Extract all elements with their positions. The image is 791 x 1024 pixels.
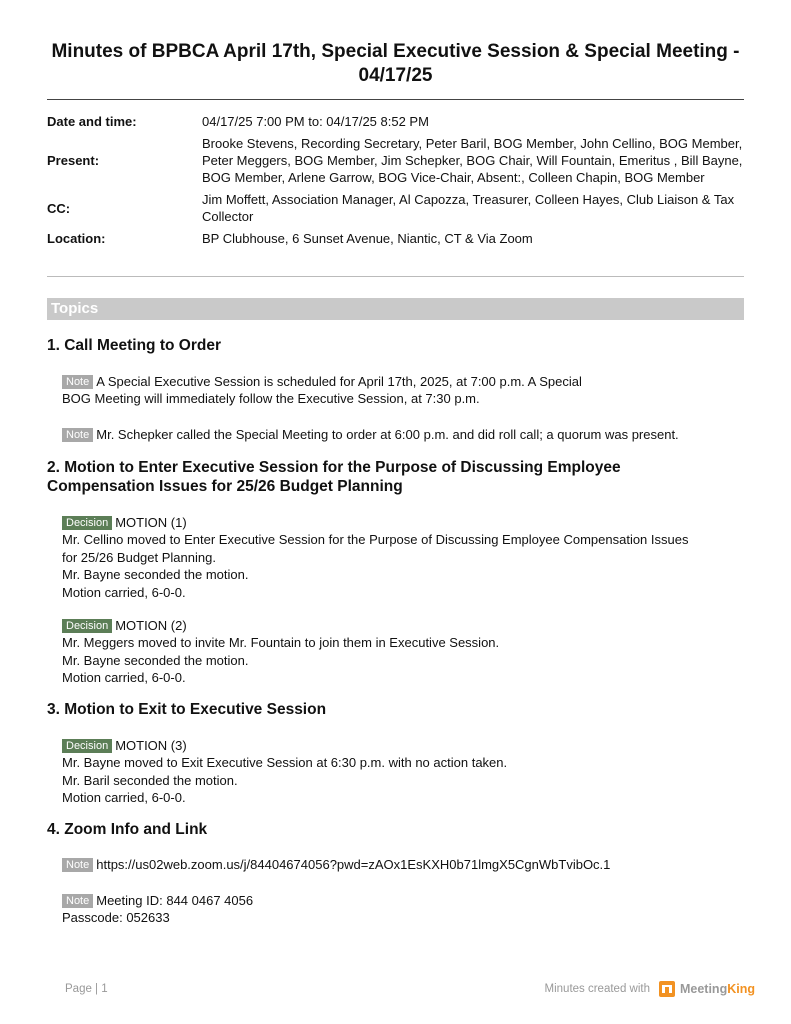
motion-text: Mr. Baril seconded the motion.: [62, 772, 238, 788]
motion-text: Mr. Bayne moved to Exit Executive Session at 6:30 p.m. with no action taken.: [62, 755, 508, 771]
motion-text: Mr. Bayne seconded the motion.: [62, 652, 249, 668]
motion-title: MOTION (1): [115, 515, 187, 530]
meeting-info: [47, 113, 744, 252]
meetingking-logo-icon: [659, 981, 675, 997]
motion-text: Motion carried, 6-0-0.: [62, 790, 186, 806]
note-tag: Note: [62, 858, 93, 872]
motion-text: Mr. Bayne seconded the motion.: [62, 567, 249, 583]
info-value: Jim Moffett, Association Manager, Al Capozza, Treasurer, Colleen Hayes, Club Liaison & Tax Collector: [202, 192, 735, 224]
brand-name-part-1: Meeting: [679, 982, 728, 996]
document-title-line-2: 04/17/25: [358, 65, 433, 86]
decision-item: [62, 737, 747, 807]
decision-tag: Decision: [62, 619, 112, 633]
title-divider: [47, 99, 744, 100]
motion-text: Motion carried, 6-0-0.: [62, 670, 186, 686]
info-label: Date and time:: [47, 114, 137, 129]
note-text: BOG Meeting will immediately follow the Executive Session, at 7:30 p.m.: [62, 391, 480, 407]
topics-header: Topics: [47, 298, 744, 320]
info-value: Brooke Stevens, Recording Secretary, Peter Baril, BOG Member, John Cellino, BOG Member, Peter Meggers, BOG Member, Jim Schepker, BOG Chair, Will Fountain, Emeritus , Bill Bayne, BOG Member, Arlene Garrow, BOG Vice-Chair, Absent:, Colleen Chapin, BOG Member: [202, 136, 743, 185]
motion-title: MOTION (2): [115, 618, 187, 633]
document-title: [40, 40, 751, 88]
decision-item: [62, 514, 747, 601]
section-heading: 4. Zoom Info and Link: [47, 821, 208, 838]
note-item: [62, 373, 747, 408]
meeting-id: Meeting ID: 844 0467 4056: [96, 893, 254, 908]
decision-tag: Decision: [62, 739, 112, 753]
info-label: Location:: [47, 231, 106, 246]
document-title-line-1: Minutes of BPBCA April 17th, Special Executive Session & Special Meeting -: [51, 41, 740, 62]
section-heading: 1. Call Meeting to Order: [47, 337, 221, 354]
info-label: CC:: [47, 200, 71, 216]
passcode: Passcode: 052633: [62, 910, 170, 926]
motion-text: for 25/26 Budget Planning.: [62, 549, 216, 565]
brand-name-part-2: King: [727, 982, 755, 996]
note-item: [62, 426, 747, 443]
info-row-location: [47, 230, 744, 247]
motion-text: Motion carried, 6-0-0.: [62, 584, 186, 600]
note-item: [62, 856, 747, 873]
section-heading-line: 2. Motion to Enter Executive Session for the Purpose of Discussing Employee: [47, 459, 621, 476]
section-heading: 3. Motion to Exit to Executive Session: [47, 701, 327, 718]
brand-name: [680, 982, 755, 996]
info-label: Present:: [47, 153, 100, 168]
decision-tag: Decision: [62, 516, 112, 530]
page-number: Page | 1: [65, 983, 108, 995]
zoom-link[interactable]: https://us02web.zoom.us/j/84404674056?pwd=zAOx1EsKXH0b71lmgX5CgnWbTvibOc.1: [96, 857, 611, 872]
decision-item: [62, 617, 747, 687]
motion-text: Mr. Cellino moved to Enter Executive Session for the Purpose of Discussing Employee Compensation Issues: [62, 532, 689, 548]
info-row-date: [47, 113, 744, 130]
note-text: Mr. Schepker called the Special Meeting to order at 6:00 p.m. and did roll call; a quorum was present.: [96, 427, 679, 442]
note-text: A Special Executive Session is scheduled for April 17th, 2025, at 7:00 p.m. A Special: [96, 374, 582, 389]
note-tag: Note: [62, 375, 93, 389]
note-item: [62, 892, 747, 927]
note-tag: Note: [62, 428, 93, 442]
info-row-cc: [47, 191, 744, 225]
note-tag: Note: [62, 894, 93, 908]
info-value: BP Clubhouse, 6 Sunset Avenue, Niantic, CT & Via Zoom: [202, 231, 533, 246]
section-heading: [47, 458, 747, 496]
info-value: 04/17/25 7:00 PM to: 04/17/25 8:52 PM: [202, 114, 429, 129]
credit-text: Minutes created with: [544, 983, 650, 995]
motion-title: MOTION (3): [115, 738, 187, 753]
section-heading-line: Compensation Issues for 25/26 Budget Planning: [47, 478, 403, 495]
footer-credit: [545, 981, 755, 997]
info-row-present: [47, 135, 744, 186]
motion-text: Mr. Meggers moved to invite Mr. Fountain to join them in Executive Session.: [62, 635, 500, 651]
info-divider: [47, 276, 744, 277]
